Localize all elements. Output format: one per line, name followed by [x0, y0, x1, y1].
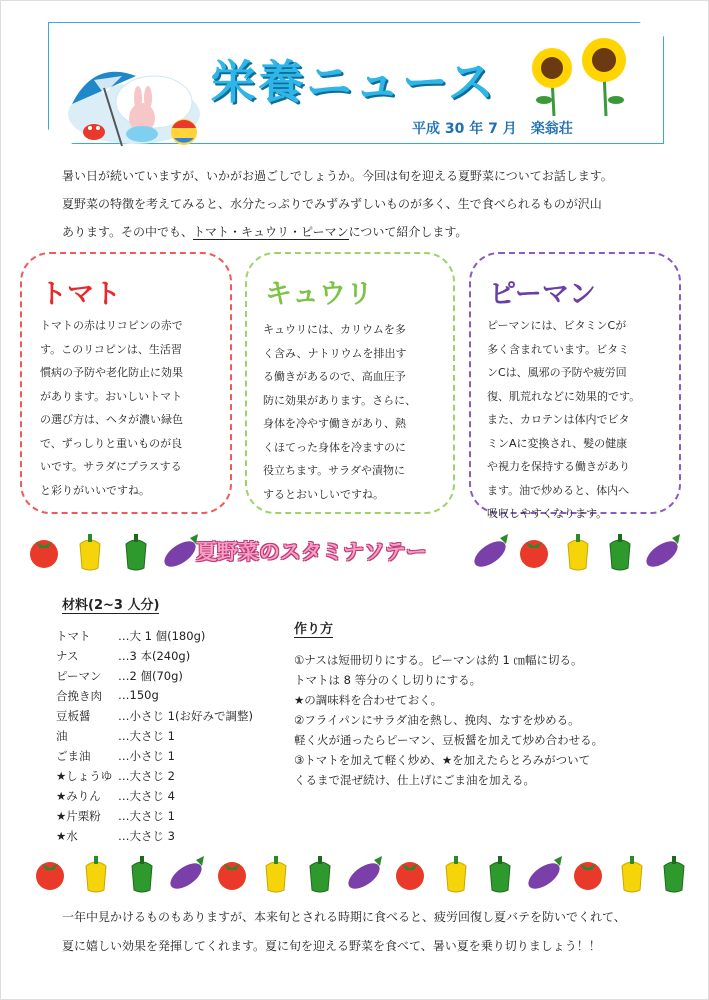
intro-line-3-suffix: について紹介します。 — [348, 225, 468, 239]
ingredient-name: ★片栗粉 — [56, 809, 101, 823]
eggplant-icon — [166, 856, 206, 894]
eggplant-icon — [524, 856, 564, 894]
card-tomato-line: があります。おいしいトマト — [40, 389, 183, 403]
header-title: 栄養ニュース — [210, 55, 496, 109]
card-pepper-line: 復、肌荒れなどに効果的です。 — [487, 389, 641, 403]
intro-line-2: 夏野菜の特徴を考えてみると、水分たっぷりでみずみずしいものが多く、生で食べられるものが沢山 — [62, 197, 602, 211]
card-tomato-line: と彩りがいいですね。 — [40, 483, 150, 497]
card-tomato-line: の選び方は、ヘタが濃い緑色 — [40, 413, 183, 426]
recipe-step: ②フライパンにサラダ油を熱し、挽肉、なすを炒める。 — [294, 713, 580, 727]
intro-line-3 — [62, 223, 467, 240]
bell-pepper-icon — [86, 856, 106, 892]
card-pepper-body — [487, 314, 679, 526]
card-pepper-line: ミンAに変換され、髪の健康 — [487, 436, 628, 450]
ingredient-name: ★しょうゆ — [56, 769, 113, 783]
card-cucumber-line: するとおいしいですね。 — [263, 487, 384, 501]
intro-line-3-highlight: トマト・キュウリ・ピーマン — [193, 225, 349, 239]
bell-pepper-icon — [132, 856, 152, 892]
card-pepper-line: また、カロテンは体内でビタ — [487, 413, 630, 426]
tomato-icon — [574, 862, 602, 890]
bell-pepper-icon — [126, 534, 146, 570]
recipe-step: トマトは 8 等分のくし切りにする。 — [294, 673, 482, 687]
ingredient-qty: …大 1 個(180g) — [118, 629, 206, 643]
ingredient-qty: …150g — [118, 688, 159, 702]
bell-pepper-icon — [610, 534, 630, 570]
card-pepper-line: ます。油で炒めると、体内へ — [487, 483, 630, 497]
outro-line-2: 夏に嬉しい効果を発揮してくれます。夏に旬を迎える野菜を食べて、暑い夏を乗り切りましょう！！ — [62, 939, 601, 953]
card-tomato-line: で、ずっしりと重いものが良 — [40, 436, 183, 450]
card-tomato — [20, 252, 232, 514]
bell-pepper-icon — [568, 534, 588, 570]
card-cucumber-line: 防に効果があります。さらに、 — [263, 393, 417, 407]
card-tomato-line: トマトの赤はリコピンの赤で — [40, 319, 183, 332]
ingredient-qty: …小さじ 1(お好みで調整) — [118, 709, 253, 723]
recipe-step: ①ナスは短冊切りにする。ピーマンは約 1 ㎝幅に切る。 — [294, 653, 583, 667]
ingredient-qty: …3 本(240g) — [118, 649, 191, 663]
ingredient-qty: …大さじ 1 — [118, 809, 175, 823]
eggplant-icon — [160, 534, 200, 572]
card-tomato-body — [40, 314, 230, 502]
card-cucumber-line: キュウリには、カリウムを多 — [263, 323, 406, 336]
ingredient-qty: …2 個(70g) — [118, 669, 183, 683]
card-tomato-line: いです。サラダにプラスする — [40, 460, 182, 473]
card-cucumber-line: 身体を冷やす働きがあり、熱 — [263, 417, 406, 430]
tomato-icon — [30, 540, 58, 568]
ingredient-qty: …大さじ 1 — [118, 729, 175, 743]
intro-line-3-prefix: あります。その中でも、 — [62, 225, 194, 239]
vegetable-row-bottom — [34, 852, 694, 896]
card-cucumber-body — [263, 318, 453, 506]
recipe-step: ③トマトを加えて軽く炒め、★を加えたらとろみがついて — [294, 753, 591, 767]
ingredient-name: ごま油 — [56, 749, 91, 763]
card-tomato-title: トマト — [40, 279, 121, 310]
ingredient-name: 豆板醤 — [56, 709, 91, 723]
recipe-title: 夏野菜のスタミナソテー — [196, 540, 427, 564]
ingredient-qty: …大さじ 4 — [118, 789, 175, 803]
ingredient-name: ★水 — [56, 829, 78, 843]
outro-line-1: 一年中見かけるものもありますが、本来旬とされる時期に食べると、疲労回復し夏バテを防いでくれて、 — [62, 910, 626, 924]
bell-pepper-icon — [310, 856, 330, 892]
bell-pepper-icon — [490, 856, 510, 892]
recipe-step: ★の調味料を合わせておく。 — [294, 693, 443, 707]
card-pepper-line: 吸収しやすくなります。 — [487, 507, 608, 520]
card-pepper-title: ピーマン — [489, 279, 596, 310]
steps-heading: 作り方 — [294, 618, 333, 638]
eggplant-icon — [642, 534, 682, 572]
ingredient-qty: …小さじ 1 — [118, 749, 175, 763]
card-pepper-line: ピーマンには、ビタミンCが — [487, 319, 627, 332]
tomato-icon — [396, 862, 424, 890]
ingredient-qty: …大さじ 2 — [118, 769, 175, 783]
card-cucumber-title: キュウリ — [265, 279, 373, 310]
card-pepper-line: ンCは、風邪の予防や疲労回 — [487, 366, 627, 379]
card-cucumber-line: く含み、ナトリウムを排出す — [263, 346, 407, 360]
card-pepper-line: や視力を保持する働きがあり — [487, 460, 630, 473]
ingredient-name: 合挽き肉 — [56, 689, 102, 703]
recipe-step: 軽く火が通ったらピーマン、豆板醤を加えて炒め合わせる。 — [294, 733, 604, 747]
sunflower-icon — [524, 28, 636, 118]
beach-illustration-icon — [64, 54, 204, 150]
tomato-icon — [520, 540, 548, 568]
card-cucumber-line: くほてった身体を冷ますのに — [263, 440, 406, 454]
card-cucumber-line: 役立ちます。サラダや漬物に — [263, 464, 406, 477]
ingredient-name: 油 — [56, 729, 68, 743]
bell-pepper-icon — [266, 856, 286, 892]
ingredients-heading: 材料(2~3 人分) — [62, 594, 159, 614]
ingredient-name: ★みりん — [56, 789, 101, 803]
tomato-icon — [218, 862, 246, 890]
bell-pepper-icon — [446, 856, 466, 892]
ingredient-qty: …大さじ 3 — [118, 829, 175, 843]
ingredient-name: ナス — [56, 649, 79, 663]
card-cucumber-line: る働きがあるので、高血圧予 — [263, 370, 406, 383]
intro-line-1: 暑い日が続いていますが、いかがお過ごしでしょうか。今回は旬を迎える夏野菜についてお話します。 — [62, 169, 613, 183]
bell-pepper-icon — [80, 534, 100, 570]
bell-pepper-icon — [664, 856, 684, 892]
tomato-icon — [36, 862, 64, 890]
eggplant-icon — [344, 856, 384, 894]
card-tomato-line: 慣病の予防や老化防止に効果 — [40, 366, 183, 379]
header-date: 平成 30 年 7 月 楽翁荘 — [412, 121, 573, 137]
card-pepper — [469, 252, 681, 520]
bell-pepper-icon — [622, 856, 642, 892]
card-cucumber — [245, 252, 455, 514]
ingredient-name: トマト — [56, 629, 91, 643]
recipe-step: くるまで混ぜ続け、仕上げにごま油を加える。 — [294, 773, 536, 787]
ingredient-name: ピーマン — [56, 669, 102, 683]
card-tomato-line: す。このリコピンは、生活習 — [40, 342, 182, 356]
eggplant-icon — [470, 534, 510, 572]
card-pepper-line: 多く含まれています。ビタミ — [487, 342, 630, 356]
